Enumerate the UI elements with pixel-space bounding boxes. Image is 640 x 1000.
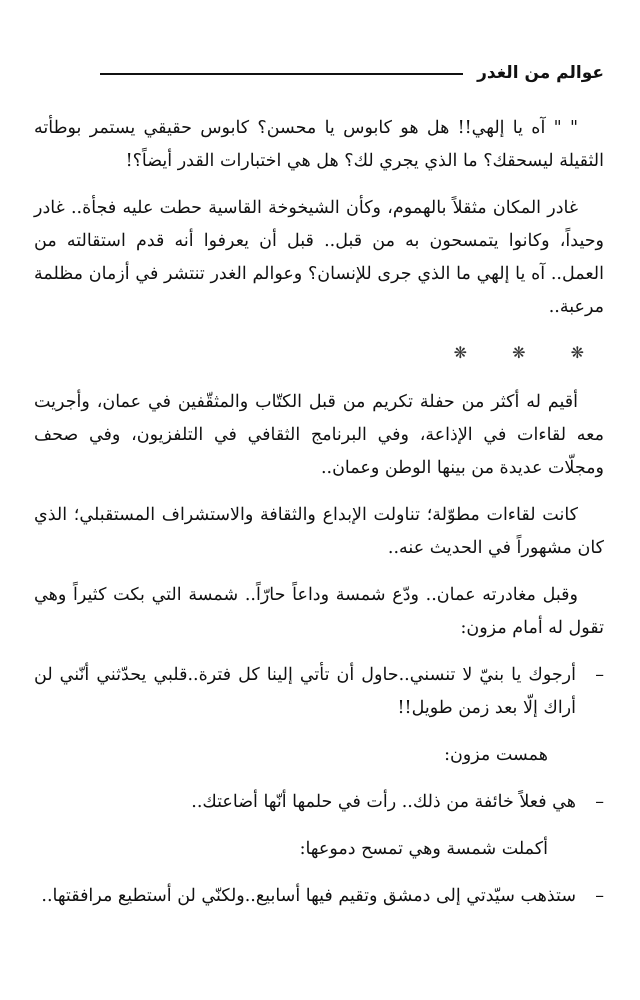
- paragraph-2: غادر المكان مثقلاً بالهموم، وكأن الشيخوخة القاسية حطت عليه فجأة.. غادر وحيداً، وكانوا يتمسحون به من قبل.. قبل أن يعرفوا أنه قدم استقالته من العمل.. آه يا إلهي ما الذي جرى للإنسان؟ وعوالم الغدر تنتشر في أزمان مظلمة مرعبة..: [34, 198, 604, 317]
- paragraph-4: كانت لقاءات مطوّلة؛ تناولت الإبداع والثقافة والاستشراف المستقبلي؛ الذي كان مشهوراً في الحديث عنه..: [34, 505, 604, 558]
- dialogue-text: هي فعلاً خائفة من ذلك.. رأت في حلمها أنّها أضاعتك..: [191, 792, 576, 812]
- paragraph-1: " " آه يا إلهي!! هل هو كابوس يا محسن؟ كابوس حقيقي يستمر بوطأته الثقيلة ليسحقك؟ ما الذي يجري لك؟ هل هي اختبارات القدر أيضاً؟!: [34, 118, 604, 171]
- section-separator: ❋ ❋ ❋: [453, 343, 604, 362]
- dialogue-dash: –: [595, 792, 604, 812]
- narration-1: همست مزون:: [444, 745, 548, 765]
- dialogue-dash: –: [595, 886, 604, 906]
- narration-2: أكملت شمسة وهي تمسح دموعها:: [299, 839, 548, 859]
- running-header: [100, 58, 604, 88]
- dialogue-line-1: [34, 659, 604, 725]
- header-rule: [100, 73, 463, 75]
- paragraph-3: أقيم له أكثر من حفلة تكريم من قبل الكتّاب والمثقّفين في عمان، وأجريت معه لقاءات في الإذاعة، وفي البرنامج الثقافي في التلفزيون، وفي صحف ومجلّات عديدة من بينها الوطن وعمان..: [34, 392, 604, 478]
- dialogue-text: ستذهب سيّدتي إلى دمشق وتقيم فيها أسابيع..ولكنّي لن أستطيع مرافقتها..: [41, 886, 576, 906]
- paragraph-5: وقبل مغادرته عمان.. ودّع شمسة وداعاً حارّاً.. شمسة التي بكت كثيراً وهي تقول له أمام مزون:: [34, 585, 604, 638]
- dialogue-text: أرجوك يا بنيّ لا تنسني..حاول أن تأتي إلينا كل فترة..قلبي يحدّثني أنّني لن أراك إلّا بعد زمن طويل!!: [34, 665, 576, 718]
- dialogue-line-3: [34, 880, 604, 913]
- page-body: [34, 112, 604, 927]
- dialogue-dash: –: [595, 665, 604, 685]
- dialogue-line-2: [34, 786, 604, 819]
- running-header-title: عوالم من الغدر: [477, 63, 604, 83]
